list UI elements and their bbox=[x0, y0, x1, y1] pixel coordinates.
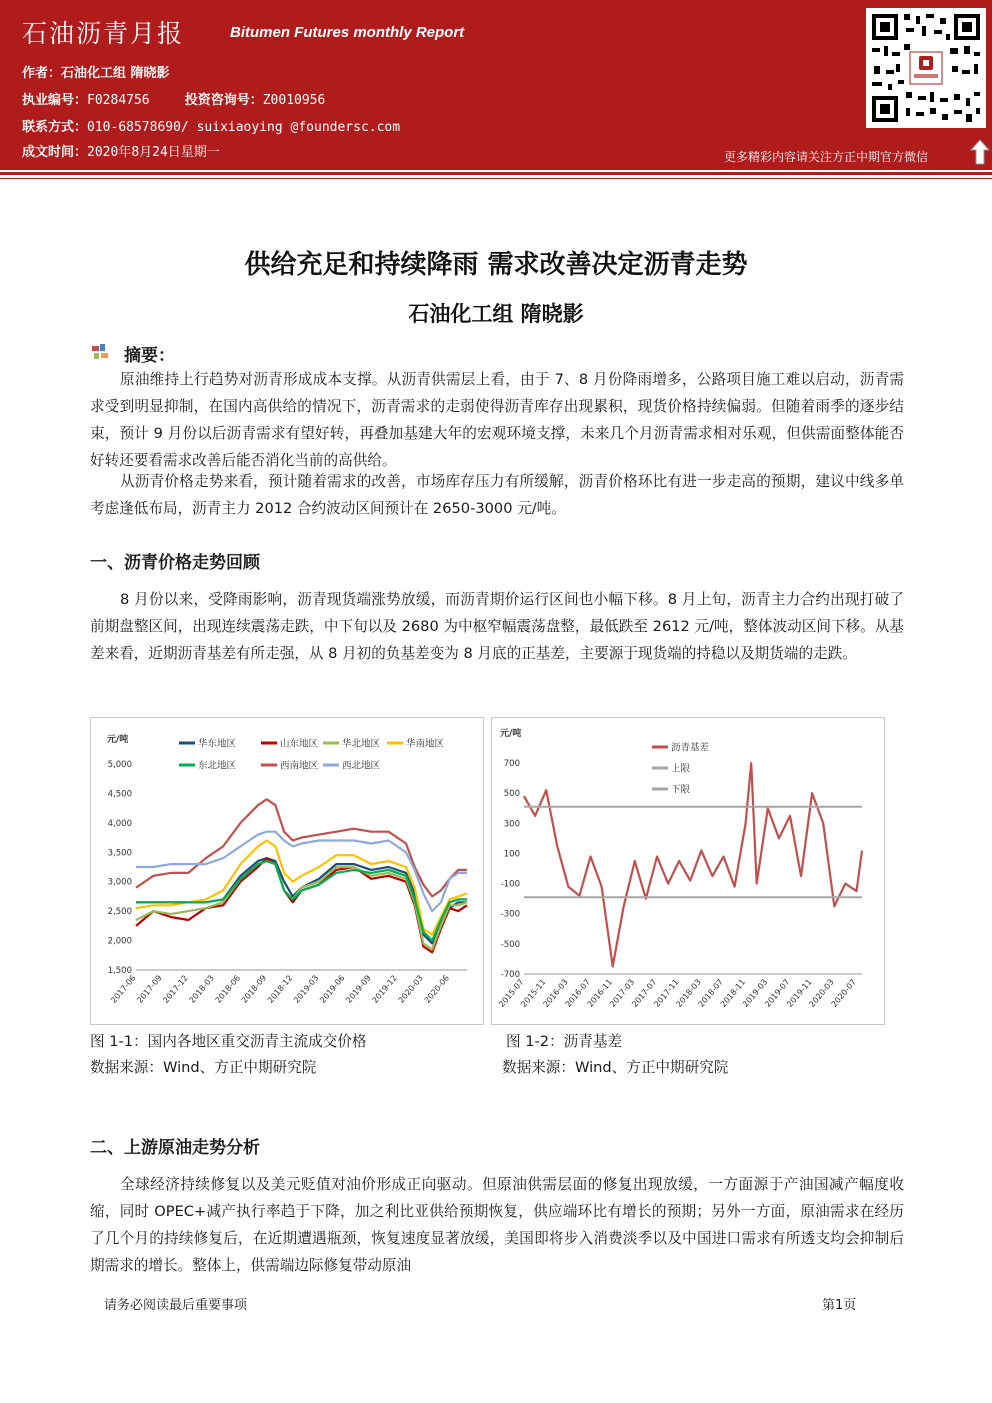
x-tick-label: 2017-09 bbox=[135, 973, 164, 1005]
x-tick-label: 2019-09 bbox=[344, 973, 373, 1005]
section2-paragraph: 全球经济持续修复以及美元贬值对油价形成正向驱动。但原油供需层面的修复出现放缓，一方面源于产油国减产幅度收缩，同时 OPEC+减产执行率趋于下降，加之利比亚供给预期恢复，供应端环比有增长的预期；另外一方面，原油需求在经历了几个月的持续修复后，在近期遭遇瓶颈，恢复速度显著放缓，美国即将步入消费淡季以及中国进口需求有所透支均会抑制后期需求的增长。整体上，供需端边际修复带动原油 bbox=[90, 1176, 904, 1274]
y-tick-label: 300 bbox=[503, 819, 520, 830]
figure2-caption: 图 1-2：沥青基差 bbox=[506, 1033, 623, 1050]
y-tick-label: 4,000 bbox=[107, 818, 132, 829]
report-header bbox=[0, 0, 992, 170]
legend-label: 东北地区 bbox=[198, 760, 237, 772]
author-label: 作者： bbox=[22, 66, 62, 81]
legend-label: 西北地区 bbox=[342, 760, 381, 772]
arrow-up-icon bbox=[970, 138, 990, 166]
contact-value: 010-68578690/ suixiaoying @foundersc.com bbox=[87, 120, 401, 135]
bullet-icon bbox=[92, 344, 108, 360]
legend-label: 沥青基差 bbox=[671, 742, 710, 754]
legend-label: 山东地区 bbox=[280, 738, 319, 750]
x-tick-label: 2018-06 bbox=[213, 973, 243, 1005]
header-divider-thin bbox=[0, 178, 992, 179]
x-tick-label: 2017-03 bbox=[607, 977, 637, 1009]
y-tick-label: 500 bbox=[503, 789, 520, 800]
x-tick-label: 2020-07 bbox=[829, 977, 858, 1009]
x-tick-label: 2018-03 bbox=[674, 977, 703, 1009]
contact-line bbox=[22, 116, 400, 135]
date-label: 成文时间： bbox=[22, 145, 88, 160]
consult-value: Z0010956 bbox=[262, 93, 326, 108]
report-subtitle: 石油化工组 隋晓影 bbox=[408, 302, 584, 326]
basis-chart bbox=[491, 717, 885, 1025]
section-heading-1: 一、沥青价格走势回顾 bbox=[90, 553, 260, 573]
legend-label: 华北地区 bbox=[342, 738, 381, 750]
x-tick-label: 2020-06 bbox=[422, 973, 452, 1005]
consult-label: 投资咨询号： bbox=[184, 93, 263, 108]
abstract-label: 摘要： bbox=[124, 346, 175, 366]
x-tick-label: 2019-06 bbox=[318, 973, 347, 1005]
report-title: 供给充足和持续降雨 需求改善决定沥青走势 bbox=[244, 250, 748, 280]
x-tick-label: 2019-03 bbox=[740, 977, 770, 1009]
section1-paragraph: 8 月份以来，受降雨影响，沥青现货端涨势放缓，而沥青期价运行区间也小幅下移。8 月上旬，沥青主力合约出现打破了前期盘整区间，出现连续震荡走跌，中下旬以及 2680 为中枢窄幅震荡盘整，最低跌至 2612 元/吨，整体波动区间下移。从基差来看，近期沥青基差有所走强，从 8 月初的负基差变为 8 月底的正基差，主要源于现货端的持稳以及期货端的走跌。 bbox=[90, 591, 904, 662]
author-line bbox=[22, 62, 170, 81]
y-tick-label: 5,000 bbox=[107, 760, 132, 770]
legend-label: 下限 bbox=[671, 784, 691, 796]
x-tick-label: 2015-11 bbox=[519, 977, 548, 1009]
x-tick-label: 2016-03 bbox=[541, 977, 570, 1009]
x-tick-label: 2017-11 bbox=[652, 977, 681, 1009]
y-axis-label: 元/吨 bbox=[500, 729, 522, 739]
x-tick-label: 2019-03 bbox=[292, 973, 321, 1005]
basis-chart-svg bbox=[492, 718, 884, 1024]
author-value: 石油化工组 隋晓影 bbox=[61, 66, 170, 81]
series-line bbox=[136, 799, 467, 896]
report-name-en: Bitumen Futures monthly Report bbox=[230, 24, 465, 41]
legend-label: 华东地区 bbox=[198, 738, 237, 750]
section-heading-2: 二、上游原油走势分析 bbox=[90, 1138, 260, 1158]
abstract-paragraph-1: 原油维持上行趋势对沥青形成成本支撑。从沥青供需层上看，由于 7、8 月份降雨增多，公路项目施工难以启动，沥青需求受到明显抑制，在国内高供给的情况下，沥青需求的走弱使得沥青库存出现累积，现货价格持续偏弱。但随着雨季的逐步结束，预计 9 月份以后沥青需求有望好转，再叠加基建大年的宏观环境支撑，未来几个月沥青需求相对乐观，但供需面整体能否好转还要看需求改善后能否消化当前的高供给。 bbox=[90, 371, 904, 469]
legend-label: 上限 bbox=[671, 763, 691, 775]
y-axis-label: 元/吨 bbox=[107, 735, 129, 745]
y-tick-label: 3,000 bbox=[107, 877, 132, 888]
legend-label: 华南地区 bbox=[406, 738, 445, 750]
y-tick-label: -700 bbox=[500, 970, 520, 980]
date-value: 2020年8月24日星期一 bbox=[87, 145, 220, 160]
date-line bbox=[22, 141, 220, 160]
price-chart bbox=[90, 717, 484, 1025]
y-tick-label: 700 bbox=[503, 759, 520, 770]
page-number: 第1页 bbox=[822, 1298, 857, 1313]
figure1-caption: 图 1-1：国内各地区重交沥青主流成交价格 bbox=[90, 1033, 367, 1050]
follow-text: 更多精彩内容请关注方正中期官方微信 bbox=[724, 150, 929, 164]
x-tick-label: 2018-09 bbox=[239, 973, 269, 1005]
x-tick-label: 2019-12 bbox=[370, 973, 399, 1005]
y-tick-label: 2,000 bbox=[107, 936, 132, 947]
y-tick-label: 4,500 bbox=[107, 789, 132, 800]
figure2-source: 数据来源：Wind、方正中期研究院 bbox=[502, 1059, 729, 1076]
y-tick-label: 2,500 bbox=[107, 907, 132, 918]
report-name: 石油沥青月报 bbox=[22, 19, 185, 48]
series-line bbox=[524, 763, 862, 966]
x-tick-label: 2018-11 bbox=[718, 977, 748, 1009]
x-tick-label: 2019-11 bbox=[785, 977, 814, 1009]
license-line bbox=[22, 89, 325, 108]
x-tick-label: 2017-12 bbox=[161, 973, 190, 1005]
figure1-source: 数据来源：Wind、方正中期研究院 bbox=[90, 1059, 317, 1076]
x-tick-label: 2018-12 bbox=[265, 973, 295, 1005]
qr-code-icon[interactable] bbox=[866, 8, 986, 128]
qr-code-graphic bbox=[866, 8, 986, 128]
y-tick-label: 1,500 bbox=[107, 966, 132, 976]
y-tick-label: -500 bbox=[500, 939, 520, 950]
y-tick-label: 100 bbox=[503, 849, 520, 860]
x-tick-label: 2018-03 bbox=[187, 973, 216, 1005]
x-tick-label: 2015-07 bbox=[497, 977, 526, 1009]
y-tick-label: -100 bbox=[500, 879, 520, 890]
contact-label: 联系方式： bbox=[22, 120, 88, 135]
abstract-paragraph-2: 从沥青价格走势来看，预计随着需求的改善，市场库存压力有所缓解，沥青价格环比有进一步走高的预期，建议中线多单考虑逢低布局，沥青主力 2012 合约波动区间预计在 2650-3000 元/吨。 bbox=[90, 473, 904, 517]
x-tick-label: 2017-07 bbox=[630, 977, 659, 1009]
license-value: F0284756 bbox=[87, 93, 150, 108]
x-tick-label: 2016-11 bbox=[585, 977, 615, 1009]
y-tick-label: -300 bbox=[500, 909, 520, 920]
x-tick-label: 2016-07 bbox=[563, 977, 593, 1009]
x-tick-label: 2018-07 bbox=[696, 977, 726, 1009]
legend-label: 西南地区 bbox=[280, 760, 319, 772]
price-chart-svg bbox=[91, 718, 483, 1024]
license-label: 执业编号： bbox=[22, 93, 88, 108]
x-tick-label: 2020-03 bbox=[396, 973, 425, 1005]
x-tick-label: 2020-03 bbox=[807, 977, 836, 1009]
footer-notice: 请务必阅读最后重要事项 bbox=[104, 1298, 248, 1313]
x-tick-label: 2017-06 bbox=[109, 973, 138, 1005]
header-divider bbox=[0, 172, 992, 175]
x-tick-label: 2019-07 bbox=[763, 977, 792, 1009]
y-tick-label: 3,500 bbox=[107, 848, 132, 859]
